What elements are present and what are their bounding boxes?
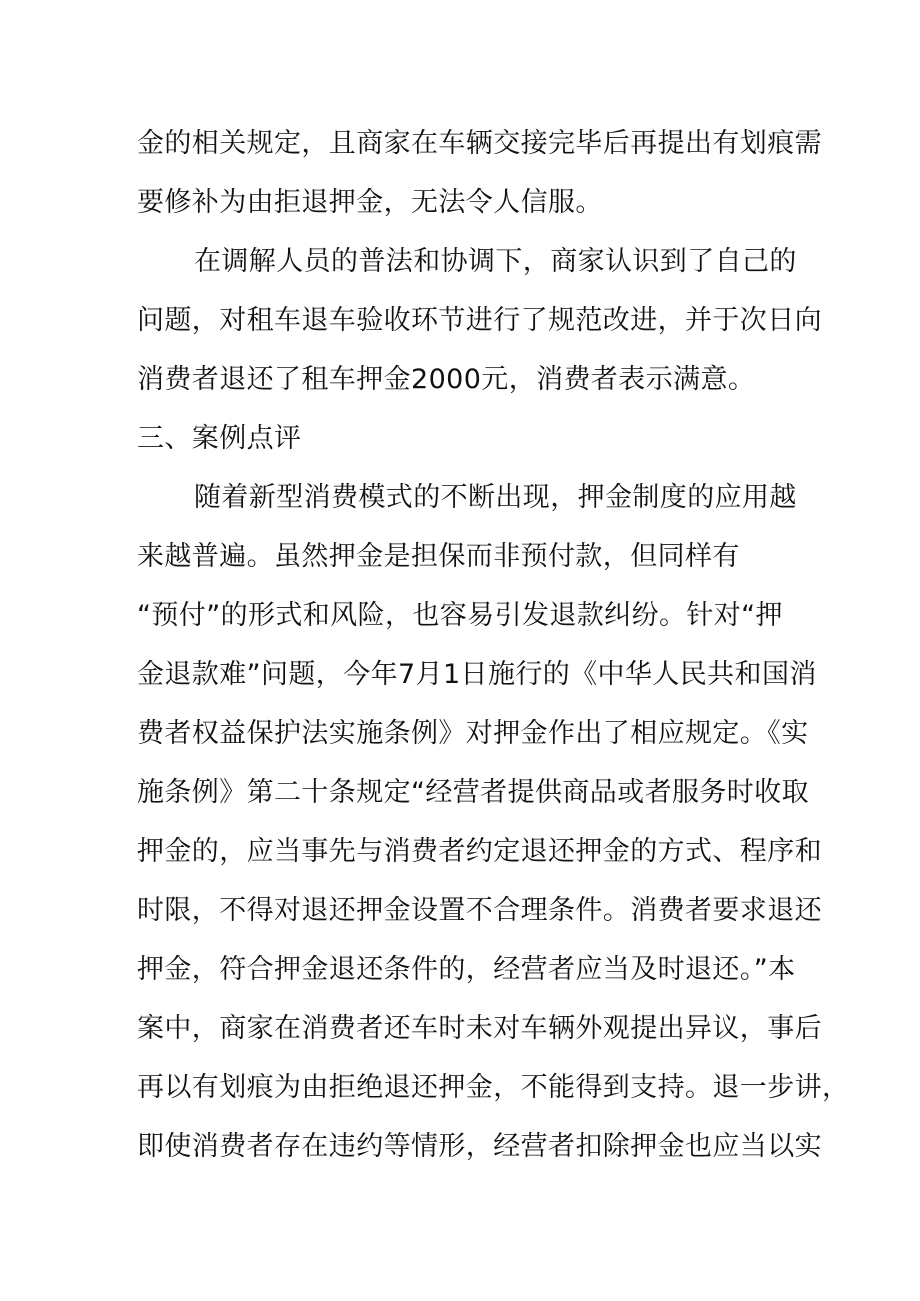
- text-line-12: 施条例》第二十条规定“经营者提供商品或者服务时收取: [137, 777, 809, 808]
- text-line-2: 要修补为由拒退押金，无法令人信服。: [137, 187, 603, 218]
- text-line-5: 消费者退还了租车押金2000元，消费者表示满意。: [137, 364, 756, 395]
- text-line-17: 再以有划痕为由拒绝退还押金，不能得到支持。退一步讲，: [137, 1072, 850, 1103]
- text-line-14: 时限，不得对退还押金设置不合理条件。消费者要求退还: [137, 895, 822, 926]
- text-line-4: 问题，对租车退车验收环节进行了规范改进，并于次日向: [137, 305, 822, 336]
- text-line-8: 来越普遍。虽然押金是担保而非预付款，但同样有: [137, 541, 740, 572]
- text-line-16: 案中，商家在消费者还车时未对车辆外观提出异议，事后: [137, 1013, 822, 1044]
- text-line-15: 押金，符合押金退还条件的，经营者应当及时退还。”本: [137, 954, 796, 985]
- text-line-7: 随着新型消费模式的不断出现，押金制度的应用越: [194, 482, 797, 513]
- text-line-10: 金退款难”问题，今年7月1日施行的《中华人民共和国消: [137, 659, 817, 690]
- body-text: [137, 114, 850, 1176]
- text-line-18: 即使消费者存在违约等情形，经营者扣除押金也应当以实: [137, 1131, 822, 1162]
- text-line-3: 在调解人员的普法和协调下，商家认识到了自己的: [194, 246, 797, 277]
- text-line-9: “预付”的形式和风险，也容易引发退款纠纷。针对“押: [137, 600, 783, 631]
- text-line-13: 押金的，应当事先与消费者约定退还押金的方式、程序和: [137, 836, 822, 867]
- text-line-11: 费者权益保护法实施条例》对押金作出了相应规定。《实: [137, 718, 809, 749]
- text-line-1: 金的相关规定，且商家在车辆交接完毕后再提出有划痕需: [137, 128, 822, 159]
- section-heading: 三、案例点评: [137, 423, 302, 454]
